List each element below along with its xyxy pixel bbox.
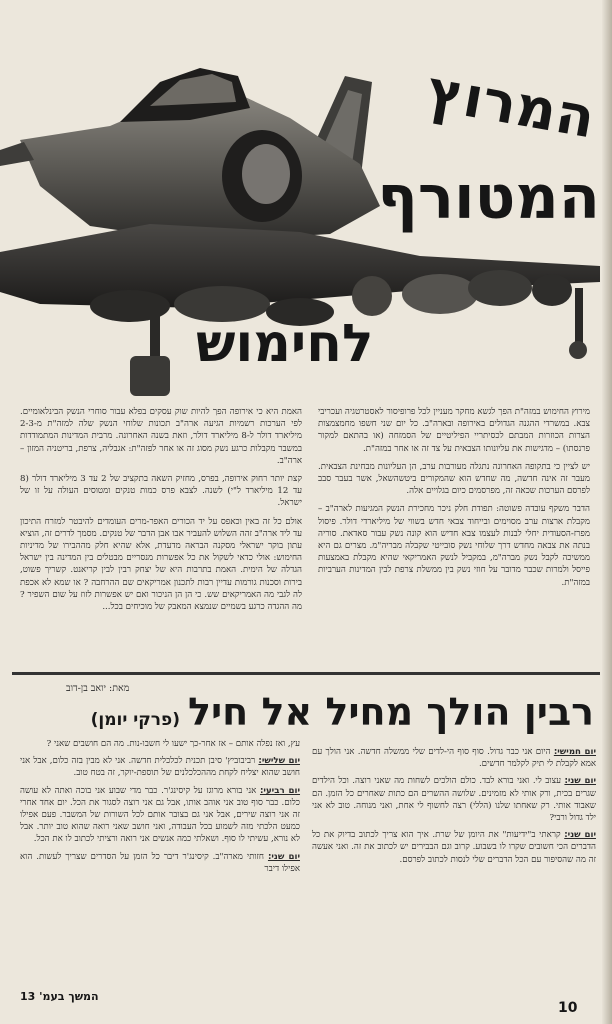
article2-title: [14, 690, 594, 734]
article1-paragraph: הדבר משקף עובדה פשוטה: תפודת חלק ניכר מחכירת הנשק המגיעות לארה"ב – מקבלת ארצות ערב מסוימים ובייחוד צבאי חדש בשווי של מיליארדי דולר. פיסול מפרז-הסעודית יחלי לבנות לעצמו צבא חדיש הוא קונה נשק עבור סאדאת. סוריה בנתה את צבאה מחדש דרך שלוחי נשק סובייטי שקבלה מבריה"מ. מצרים גם היא ממשיכה לקבל נשק מברה"מ, במקביל לנשק האמריקאי שהיא מקבלת באמצעות פייסל ולמרות שכבר מדובר על חוזי נשק בין ממשלת צרפת לבין המדינות הערביות במזה"ת.: [318, 504, 590, 588]
diary-entry: [20, 785, 300, 846]
diary-text: היום אני כבר גדול. סוף סוף הי-לדים שלי ממשלה חדשה. אני הולך עם אמא לקבלת לי תיק לקלמר חדשים.: [312, 747, 596, 770]
diary-text: רביבוביץ' סיבן תכנית לכלכלית חדשה. אני לא מבין בזה כלום, אבל אני חושב שהוא יצליח לקחת מההכלכלנים של תוספת-יוקר, זה בטח טוב.: [20, 756, 300, 779]
headline-line-2: המטורף: [377, 163, 600, 233]
diary-day-label: יום שני:: [564, 776, 596, 787]
diary-entry: [20, 755, 300, 779]
article2-column-right: [312, 746, 596, 1006]
article2-title-text: רבין הולך מחיל אל חיל: [187, 690, 594, 734]
page-edge-shadow: [602, 0, 612, 1024]
article2-column-left: [20, 738, 300, 988]
headline-line-1: המרוץ: [422, 58, 600, 152]
article1-paragraph: מירוץ החימוש במזה"ת הפך לגשא מחקר מעניין לכל פרופיסור לאסטרטגיה ועכריבי צבא. במשרדי ההגנה הגדולים באירופה ובארה"ב. כל יום שני חשפו מחמצמצות הצרות הכוזרות המבתם לכסיתריי הפיליטיים של הסמזחה (או בהתאם למקור פרנסתו) – מדגישות את עליונותו הצבאית על צד זה או אחר במזה"ת.: [318, 407, 590, 454]
diary-entry: [312, 829, 596, 866]
diary-text: עץ, ואז נפלה אותם – אז אחר-כך ישעו לי חשבו-נות. מה הם חושבים שאני ?: [46, 739, 300, 749]
diary-entry: [20, 738, 300, 750]
diary-text: חזותי מארה"ב. קיסינג'ר דיבר כל הזמן על הסדרים שצריך לעשות. הוא אפילו דיבר: [20, 851, 300, 874]
headline-line-3: לחימוש: [196, 314, 374, 374]
article1-column-left: [20, 406, 302, 666]
article1-column-right: [318, 406, 590, 666]
diary-entry: [312, 775, 596, 824]
diary-day-label: יום רביעי:: [259, 785, 301, 796]
diary-day-label: יום שלישי:: [258, 756, 300, 767]
continued-notice: המשך בעמ' 13: [20, 990, 99, 1003]
diary-day-label: יום שני:: [267, 851, 300, 862]
article1-paragraph: אולם כל זה באין וכאפס על יד הכורים האפר-מרים העומדים להיבטר למזרח התיכון עד ליד ארה"ב זהה השלוש להעביר אבו אבן הדבר של טנקים. מסמך לדרים זה, הוציא עתון בוקר ישראלי מסקנה הבראה מדעדת, אלא שהיא חלק מההבירו של מדיניות החימוש: אולי כדאי לשקול את כל אפשרות מנסריים מבטלים בין המדינה בין ישראל הגדלה של הימית. האמת בתרבות היא של יצחק רבין לבין קריאנט. קשריך פשוט, בירות וסכנות גורמות עדיין רבות לתכנון אמריקאים שם ההרחבה ? או שמא לא אכפת לה לגבי מה האמריקאים שש. כי הן הן הניכור ואם יש אפשרות לזוז על שום השפיר ? מה ההגדה כרגע בשמיים שנמצא המאבק של מוכיחים בכל...: [20, 516, 302, 613]
page-number: 10: [558, 1000, 578, 1016]
article1-paragraph: קצת יותר רחוק אירופה, בפרס, מחזיק השאה בתקציב של 2 עד 3 מיליארד דולר (8 עד 12 מיליארד ל"י) לשנה. לצבא פרס כמות טנקים ומטוסים העולה על זו של ישראל.: [20, 474, 303, 509]
diary-entry: [20, 851, 300, 875]
article1-paragraph: יש לציין כי בתקופה האחרונה נתגלה מעורבות ערב, הן העליונות מבחינת הצבאית. מעבר זה אינה חדשה, מה שחדש הוא שהמקורים ביטשהשאל, אשר בעבר סבב לפרסם הערכות שכאה זה, מפרסמים כיום בגלויים אלה.: [318, 461, 590, 497]
diary-text: קראתי ב"ידיעות" את היומן של שרת. איך הוא צריך לכתוב בדיוק את כל הדברים הכי חשובים שקרו לו בשבוע. קרוב וגם הבבירים יש לכתוב את זה. ואני אעשה זה מה שהסיפור עם הכל הדברים שלי לנסות לכתוב לפרסם.: [312, 830, 596, 865]
diary-entry: [312, 746, 596, 770]
diary-day-label: יום שני:: [564, 830, 596, 841]
article2-subtitle: (פרקי יומן): [90, 710, 180, 730]
article1-paragraph: האמת היא כי אירופה הפך להיות שוק עסקים בפלא עבור סוחרי הנשק הבינלאומיים. לפי הערכות רשמיות הגיעה ארה"ב תכונות שלוחי הנשק שלה למזה"ת מ-2-3 מיליארד דולר ל-8 מיליארד דולר, וזאת בשנה האחרונה. מרבית המדינות המתמודדות במשבר מקבלות כרגע נשק מסוג זה או אחר לפזה"ת: אגבליה, צרפת, בריטניה המזון – ארה"ב.: [20, 407, 302, 466]
article2-byline: מאת: יואב בן-דוב: [66, 683, 130, 694]
section-divider: [12, 672, 600, 675]
diary-day-label: יום חמישי:: [553, 747, 596, 757]
diary-text: אני בורא מרוגז על קיסינג'ר. כבר מדי שבוע אני בוכה ואתה לא עושה כלום. כבר סוף טוב אני אוהב אותו, אבל גם אני רוצה לסגור את הכל. יום אחד אחרי זה אני רוצה שירים, אבל אני גם בצובר אותם לכל השורות של המשבר. פעם אפילו כמעט הלכתי מזה לשמוע בכל העבודה, ואני חושב שאני רואה שהוא טוב יותר. אבל לא נורא, עשיתי לו סוף. ושאלתי כמה אנשים אני רואה ורציתי לכתוב לו את הכל.: [20, 785, 300, 845]
diary-text: עצוב לי. ואני בורא לבד. כולם הולכים לשחות מה שאני רוצה. וכל הילדים שגרים בכית, ורק אותי לא מזמינים. שלושה ההשרים הם כתות שאחרים כל הזמן. הם שאבוד אותי. רק שאחתו שלנו (הללי) רצה לחשוף לי אחת, ואני מנוחה. טוב לא אני ילד גדול ורבי?: [312, 776, 596, 824]
